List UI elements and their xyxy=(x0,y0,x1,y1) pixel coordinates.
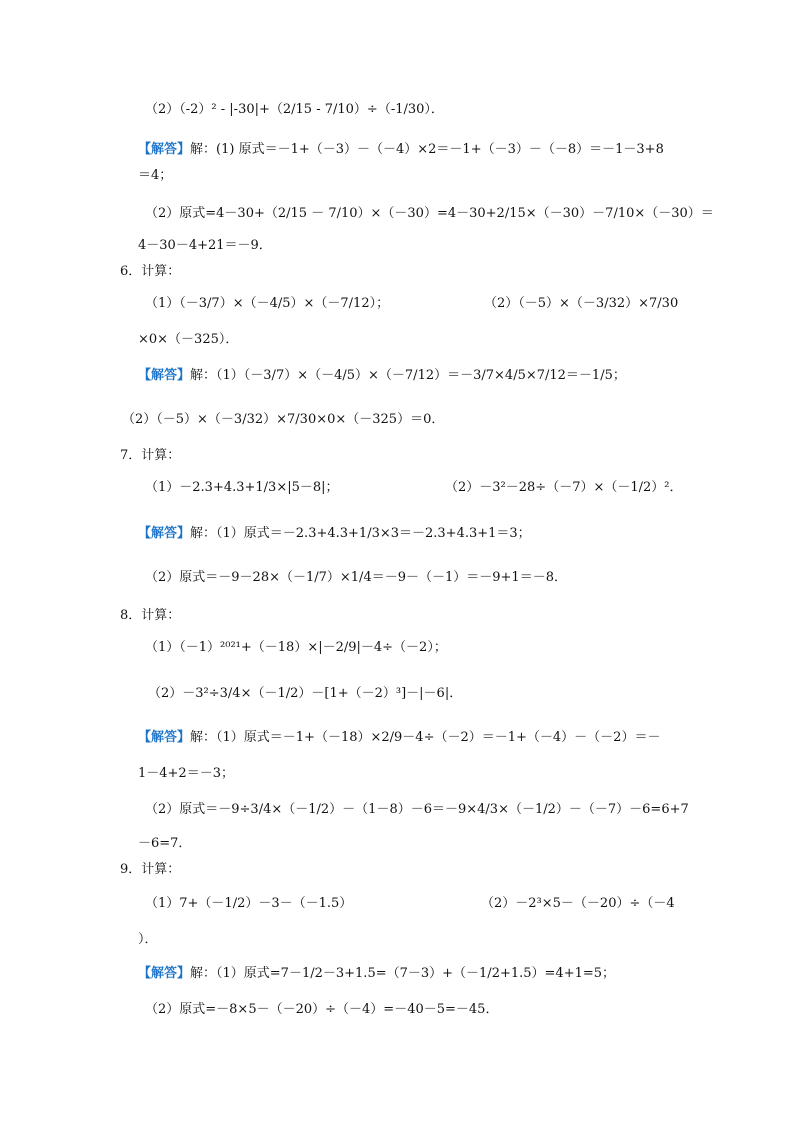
answer-text: 解：(1) 原式＝－1+（－3）－（－4）×2＝－1+（－3）－（－8）＝－1－3+8 xyxy=(190,142,664,157)
question-6-part-2: （2）（－5）×（－3/32）×7/30 xyxy=(484,296,679,311)
question-6-part-1: （1）（－3/7）×（－4/5）×（－7/12）； xyxy=(145,296,390,311)
question-9-heading: 9．计算： xyxy=(120,862,181,877)
answer-5-part-2: （2）原式=4－30+（2/15 － 7/10）×（－30）=4－30+2/15×（－30）－7/10×（－30）＝ xyxy=(145,206,714,221)
answer-6-part-2: （2）（－5）×（－3/32）×7/30×0×（－325）＝0． xyxy=(122,412,445,427)
question-8-part-2: （2）－3²÷3/4×（－1/2）－[1+（－2）³]－|－6|． xyxy=(148,686,463,701)
question-7-heading: 7．计算： xyxy=(120,448,181,463)
answer-tag: 【解答】 xyxy=(138,142,191,157)
answer-8-part-1 xyxy=(138,728,660,748)
question-7-part-2: （2）－3²－28÷（－7）×（－1/2）²． xyxy=(445,480,683,495)
answer-8-part-2: （2）原式＝－9÷3/4×（－1/2）－（1－8）－6＝－9×4/3×（－1/2）－（－7）－6=6+7 xyxy=(145,802,689,817)
answer-tag: 【解答】 xyxy=(138,966,191,981)
answer-tag: 【解答】 xyxy=(138,526,191,541)
question-9-part-1: （1）7+（－1/2）－3－（－1.5） xyxy=(145,896,353,911)
answer-text: 解：（1）（－3/7）×（－4/5）×（－7/12）＝－3/7×4/5×7/12＝－1/5； xyxy=(190,368,626,383)
answer-7-part-1 xyxy=(138,524,531,544)
answer-5-part-1 xyxy=(138,140,664,160)
answer-tag: 【解答】 xyxy=(138,730,191,745)
answer-text: 解：（1）原式=7－1/2－3+1.5=（7－3）+（－1/2+1.5）=4+1=5； xyxy=(190,966,616,981)
answer-9-part-2: （2）原式=－8×5－（－20）÷（－4）=－40－5=－45． xyxy=(145,1002,499,1017)
question-8-part-1: （1）（－1）²⁰²¹+（－18）×|－2/9|－4÷（－2）； xyxy=(145,640,447,655)
answer-6-part-1 xyxy=(138,366,626,386)
answer-text: 解：（1）原式＝－1+（－18）×2/9－4÷（－2）＝－1+（－4）－（－2）＝－ xyxy=(190,730,661,745)
question-7-part-1: （1）－2.3+4.3+1/3×|5－8|； xyxy=(145,480,339,495)
question-6-part-2-cont: ×0×（－325）． xyxy=(138,332,239,347)
answer-8-part-2-cont: －6=7． xyxy=(138,836,192,851)
answer-9-part-1 xyxy=(138,964,615,984)
question-6-heading: 6．计算： xyxy=(120,264,181,279)
answer-7-part-2: （2）原式＝－9－28×（－1/7）×1/4＝－9－（－1）＝－9+1＝－8． xyxy=(145,570,567,585)
answer-5-part-1-cont: ＝4； xyxy=(138,168,173,183)
question-8-heading: 8．计算： xyxy=(120,608,181,623)
answer-5-part-2-cont: 4－30－4+21＝－9． xyxy=(138,238,272,253)
question-9-part-2: （2）－2³×5－（－20）÷（－4 xyxy=(481,896,675,911)
answer-tag: 【解答】 xyxy=(138,368,191,383)
problem-5-part-2: （2）（-2）² - |-30|+（2/15 - 7/10）÷（-1/30）． xyxy=(145,102,444,117)
question-9-part-2-cont: ）． xyxy=(138,932,158,947)
answer-8-part-1-cont: 1－4+2＝－3； xyxy=(138,766,234,781)
answer-text: 解：（1）原式＝－2.3+4.3+1/3×3＝－2.3+4.3+1＝3； xyxy=(190,526,531,541)
